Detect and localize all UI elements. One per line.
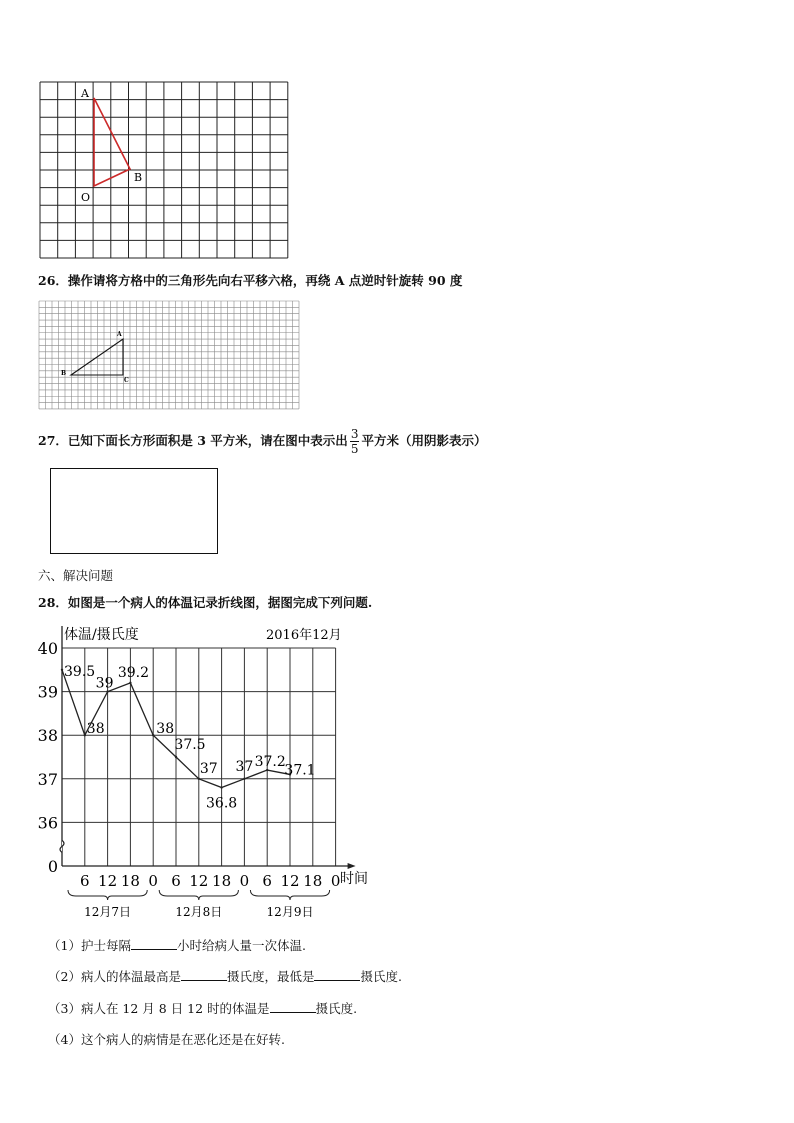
- chart-x-arrow: [348, 863, 356, 869]
- chart-xtick-label: 0: [330, 872, 341, 890]
- chart-axis-break: [60, 840, 64, 852]
- grid2-label-b: B: [61, 370, 67, 377]
- q27-text: [38, 427, 486, 456]
- subq-2-c: 摄氏度.: [360, 969, 402, 984]
- chart-day-brace: [159, 890, 238, 900]
- q27-rectangle: [50, 468, 218, 554]
- chart-data-label: 37: [235, 758, 254, 775]
- chart-xtick-label: 6: [171, 872, 181, 890]
- grid1-label-a: A: [81, 87, 89, 100]
- chart-yticks: [38, 639, 58, 876]
- q28-number: 28．: [38, 595, 68, 610]
- chart-point: [84, 734, 86, 736]
- grid2-figure: [38, 300, 300, 412]
- grid1-triangle: [94, 98, 130, 186]
- chart-day-brace: [250, 890, 329, 900]
- subq-3-b: 摄氏度.: [315, 1001, 358, 1016]
- q26-text: [38, 271, 462, 289]
- grid1-figure: [38, 80, 290, 260]
- subq-2-a: （2）病人的体温最高是: [48, 969, 181, 984]
- chart-data-label: 37: [199, 760, 218, 777]
- chart-xtick-label: 6: [80, 872, 90, 890]
- chart-data-label: 39.5: [64, 663, 96, 680]
- chart-xtick-label: 18: [303, 872, 323, 890]
- subq-3: [48, 999, 357, 1017]
- chart-ytick-label: 0: [47, 857, 58, 876]
- chart-xtick-label: 12: [280, 872, 300, 890]
- chart-data-labels: [64, 664, 316, 812]
- q28-text: [38, 593, 372, 611]
- chart-title: 2016年12月: [266, 628, 342, 643]
- chart-ytick-label: 37: [38, 769, 58, 789]
- subq-3-a: （3）病人在 12 月 8 日 12 时的体温是: [48, 1001, 270, 1016]
- grid2-label-c: C: [124, 377, 129, 384]
- chart-xticks: [80, 872, 340, 890]
- chart-data-label: 39: [95, 675, 114, 692]
- q27-body-after: 平方米（用阴影表示）: [361, 433, 487, 448]
- chart-xlabel: 时间: [340, 871, 368, 887]
- grid1-label-b: B: [134, 171, 143, 184]
- chart-data-label: 36.8: [206, 795, 238, 812]
- q26-number: 26．: [38, 273, 68, 288]
- q27-number: 27．: [38, 433, 68, 448]
- chart-point: [129, 682, 131, 684]
- chart-data-label: 37.2: [254, 754, 286, 771]
- subq-1-a: （1）护士每隔: [48, 938, 131, 953]
- chart-day-groups: [68, 890, 330, 919]
- chart-xtick-label: 18: [120, 872, 140, 890]
- chart-ytick-label: 40: [38, 639, 58, 658]
- subq-1-b: 小时给病人量一次体温.: [176, 938, 306, 953]
- grid2-lines: [39, 301, 299, 409]
- chart-day-label: 12月9日: [266, 905, 314, 919]
- subq-2-blank-2[interactable]: [314, 968, 360, 981]
- chart-grid: [60, 626, 356, 869]
- chart-point: [61, 669, 63, 671]
- subq-1: [48, 936, 306, 954]
- chart-data-label: 38: [86, 721, 105, 738]
- chart-day-label: 12月8日: [175, 905, 223, 919]
- chart-xtick-label: 12: [98, 872, 118, 890]
- chart-xtick-label: 0: [148, 872, 158, 890]
- chart-xtick-label: 18: [212, 872, 232, 890]
- chart-ytick-label: 36: [38, 813, 58, 833]
- subq-2-b: 摄氏度，最低是: [226, 969, 315, 984]
- subq-1-blank[interactable]: [131, 937, 177, 950]
- chart-data-label: 39.2: [117, 664, 149, 681]
- chart-ytick-label: 38: [38, 726, 58, 746]
- chart-xtick-label: 12: [189, 872, 209, 890]
- section6-title: 六、解决问题: [38, 568, 114, 583]
- q28-body: 如图是一个病人的体温记录折线图，据图完成下列问题.: [67, 595, 373, 610]
- chart-xtick-label: 6: [262, 872, 272, 890]
- chart-day-brace: [68, 890, 147, 900]
- temperature-chart: [38, 620, 378, 925]
- chart-day-label: 12月7日: [84, 905, 132, 919]
- q26-body: 操作请将方格中的三角形先向右平移六格，再绕 A 点逆时针旋转 90 度: [67, 273, 463, 288]
- q27-fraction: [350, 427, 360, 456]
- chart-ytick-label: 39: [38, 682, 58, 702]
- subq-3-blank[interactable]: [270, 1000, 316, 1013]
- grid1-lines: [40, 82, 288, 258]
- subq-2-blank-1[interactable]: [181, 968, 227, 981]
- q27-frac-num: 3: [350, 427, 359, 441]
- chart-xtick-label: 0: [239, 872, 250, 890]
- chart-point: [152, 734, 154, 736]
- chart-point: [243, 778, 245, 780]
- grid2-label-a: A: [117, 331, 122, 338]
- chart-point: [198, 778, 200, 780]
- grid2-triangle: [71, 339, 123, 375]
- grid1-label-o: O: [81, 191, 91, 204]
- chart-ylabel: 体温/摄氏度: [64, 627, 139, 643]
- subq-4: （4）这个病人的病情是在恶化还是在好转.: [48, 1032, 285, 1047]
- chart-data-label: 37.1: [284, 762, 316, 779]
- chart-point: [175, 756, 177, 758]
- chart-point: [220, 786, 222, 788]
- chart-data-label: 38: [156, 721, 175, 738]
- q27-body-before: 已知下面长方形面积是 3 平方米，请在图中表示出: [67, 433, 348, 448]
- chart-data-label: 37.5: [174, 737, 206, 753]
- subq-2: [48, 967, 402, 985]
- q27-frac-den: 5: [350, 442, 359, 456]
